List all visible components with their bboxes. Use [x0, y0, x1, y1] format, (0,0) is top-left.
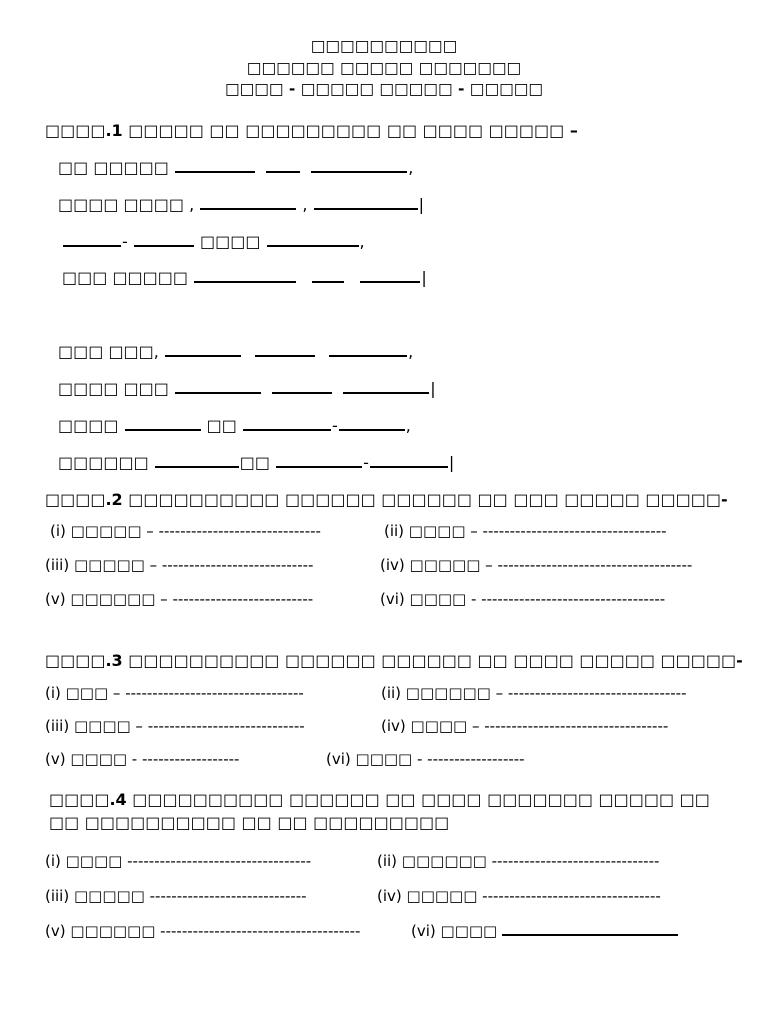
question-1-title: □□□□.1 □□□□□ □□ □□□□□□□□□ □□ □□□□ □□□□□ – — [45, 121, 578, 140]
fill-line-4 — [62, 268, 427, 287]
q2-option-2-label: (ii) □□□□ – — [384, 522, 478, 540]
blank[interactable] — [175, 170, 255, 173]
fill-line-5 — [58, 342, 413, 361]
q4-option-1 — [45, 852, 311, 870]
blank[interactable] — [312, 280, 344, 283]
blank[interactable] — [266, 170, 300, 173]
blank[interactable] — [311, 170, 407, 173]
blank[interactable] — [200, 207, 296, 210]
q3-option-2 — [381, 684, 687, 702]
q3-option-6 — [326, 750, 525, 768]
q3-option-6-label: (vi) □□□□ - — [326, 750, 423, 768]
punctuation: - — [363, 453, 369, 472]
q2-option-4 — [380, 556, 692, 574]
q3-option-1 — [45, 684, 304, 702]
blank[interactable] — [329, 354, 407, 357]
answer-blank[interactable]: ---------------------------------- — [484, 717, 669, 735]
q3-option-4-label: (iv) □□□□ – — [381, 717, 480, 735]
q4-option-6 — [411, 922, 678, 940]
punctuation: | — [418, 195, 424, 214]
blank[interactable] — [339, 428, 405, 431]
blank[interactable] — [125, 428, 201, 431]
fill-line-5-label: □□□ □□□, — [58, 342, 159, 361]
blank[interactable] — [155, 465, 239, 468]
punctuation: - — [331, 416, 338, 435]
blank[interactable] — [267, 244, 359, 247]
fill-line-6 — [58, 379, 436, 398]
fill-line-6-label: □□□□ □□□ — [58, 379, 169, 398]
answer-blank[interactable]: ------------------ — [142, 750, 240, 768]
punctuation: , — [408, 158, 414, 177]
blank[interactable] — [165, 354, 241, 357]
q2-option-2 — [384, 522, 667, 540]
blank[interactable] — [360, 280, 420, 283]
answer-blank[interactable]: ------------------------------- — [491, 852, 660, 870]
q4-option-3 — [45, 887, 307, 905]
q4-option-4-label: (iv) □□□□□ — [377, 887, 478, 905]
fill-line-7-label: □□□□ — [58, 416, 119, 435]
punctuation: , — [408, 342, 414, 361]
answer-blank[interactable]: ------------------ — [427, 750, 525, 768]
blank[interactable] — [276, 465, 362, 468]
answer-blank[interactable]: ----------------------------- — [147, 717, 305, 735]
blank[interactable] — [343, 391, 429, 394]
q3-option-2-label: (ii) □□□□□□ – — [381, 684, 504, 702]
blank[interactable] — [134, 244, 194, 247]
fill-line-1-label: □□ □□□□□ — [58, 158, 169, 177]
q2-option-6 — [380, 590, 665, 608]
blank[interactable] — [314, 207, 418, 210]
question-4-title: □□□□.4 □□□□□□□□□□ □□□□□□ □□ □□□□ □□□□□□□ □□□□□ □□ □□ □□□□□□□□□□ □□ □□ □□□□□□□□□ — [49, 790, 710, 832]
answer-blank[interactable] — [502, 933, 678, 936]
answer-blank[interactable]: ------------------------------------ — [497, 556, 693, 574]
q4-option-6-label: (vi) □□□□ — [411, 922, 498, 940]
fill-line-7 — [58, 416, 411, 435]
fill-line-4-label: □□□ □□□□□ — [62, 268, 189, 287]
fill-line-2-label: □□□□ □□□□ , — [58, 195, 195, 214]
answer-blank[interactable]: ---------------------------------- — [481, 590, 666, 608]
q4-option-5 — [45, 922, 360, 940]
punctuation: , — [359, 232, 365, 251]
q3-option-3 — [45, 717, 305, 735]
blank[interactable] — [63, 244, 121, 247]
q3-option-5-label: (v) □□□□ - — [45, 750, 138, 768]
blank[interactable] — [194, 280, 296, 283]
punctuation: | — [430, 379, 436, 398]
punctuation: , — [405, 416, 411, 435]
header-line-3: □□□□ - □□□□□ □□□□□ - □□□□□ — [224, 80, 544, 98]
blank[interactable] — [255, 354, 315, 357]
blank[interactable] — [175, 391, 261, 394]
q2-option-1-label: (i) □□□□□ – — [50, 522, 154, 540]
q2-option-3-label: (iii) □□□□□ – — [45, 556, 158, 574]
answer-blank[interactable]: --------------------------------- — [507, 684, 687, 702]
punctuation: | — [421, 268, 427, 287]
question-3-title: □□□□.3 □□□□□□□□□□ □□□□□□ □□□□□□ □□ □□□□ □□□□□ □□□□□- — [45, 651, 743, 670]
q2-option-3 — [45, 556, 313, 574]
answer-blank[interactable]: ---------------------------- — [161, 556, 314, 574]
q3-option-5 — [45, 750, 239, 768]
fill-line-8-mid: □□ — [239, 453, 271, 472]
punctuation: | — [448, 453, 455, 472]
answer-blank[interactable]: ----------------------------- — [149, 887, 307, 905]
fill-line-3-label: □□□□ — [199, 232, 261, 251]
answer-blank[interactable]: --------------------------------- — [125, 684, 304, 702]
fill-line-8 — [58, 453, 454, 472]
q4-option-2 — [377, 852, 659, 870]
answer-blank[interactable]: -------------------------- — [172, 590, 314, 608]
answer-blank[interactable]: ------------------------------------- — [160, 922, 361, 940]
punctuation: , — [302, 195, 308, 214]
q2-option-6-label: (vi) □□□□ - — [380, 590, 477, 608]
answer-blank[interactable]: ------------------------------ — [158, 522, 321, 540]
q4-option-3-label: (iii) □□□□□ — [45, 887, 145, 905]
fill-line-1 — [58, 158, 413, 177]
q2-option-5-label: (v) □□□□□□ – — [45, 590, 168, 608]
q4-option-4 — [377, 887, 661, 905]
header-line-1: □□□□□□□□□□ — [310, 37, 458, 55]
answer-blank[interactable]: --------------------------------- — [482, 887, 661, 905]
q2-option-1 — [50, 522, 321, 540]
blank[interactable] — [272, 391, 332, 394]
q2-option-5 — [45, 590, 313, 608]
fill-line-2 — [58, 195, 424, 214]
q3-option-4 — [381, 717, 668, 735]
question-2-title: □□□□.2 □□□□□□□□□□ □□□□□□ □□□□□□ □□ □□□ □□□□□ □□□□□- — [45, 490, 728, 509]
punctuation: - — [122, 232, 128, 251]
q2-option-4-label: (iv) □□□□□ – — [380, 556, 493, 574]
q3-option-3-label: (iii) □□□□ – — [45, 717, 143, 735]
fill-line-8-label: □□□□□□ — [58, 453, 149, 472]
answer-blank[interactable]: ---------------------------------- — [482, 522, 667, 540]
fill-line-3 — [62, 232, 365, 251]
q4-option-1-label: (i) □□□□ — [45, 852, 123, 870]
q4-option-2-label: (ii) □□□□□□ — [377, 852, 487, 870]
answer-blank[interactable]: ---------------------------------- — [127, 852, 312, 870]
header-line-2: □□□□□□ □□□□□ □□□□□□□ — [246, 59, 522, 77]
fill-line-7-mid: □□ — [206, 416, 237, 435]
q4-option-5-label: (v) □□□□□□ — [45, 922, 156, 940]
blank[interactable] — [243, 428, 331, 431]
blank[interactable] — [370, 465, 448, 468]
q3-option-1-label: (i) □□□ – — [45, 684, 121, 702]
